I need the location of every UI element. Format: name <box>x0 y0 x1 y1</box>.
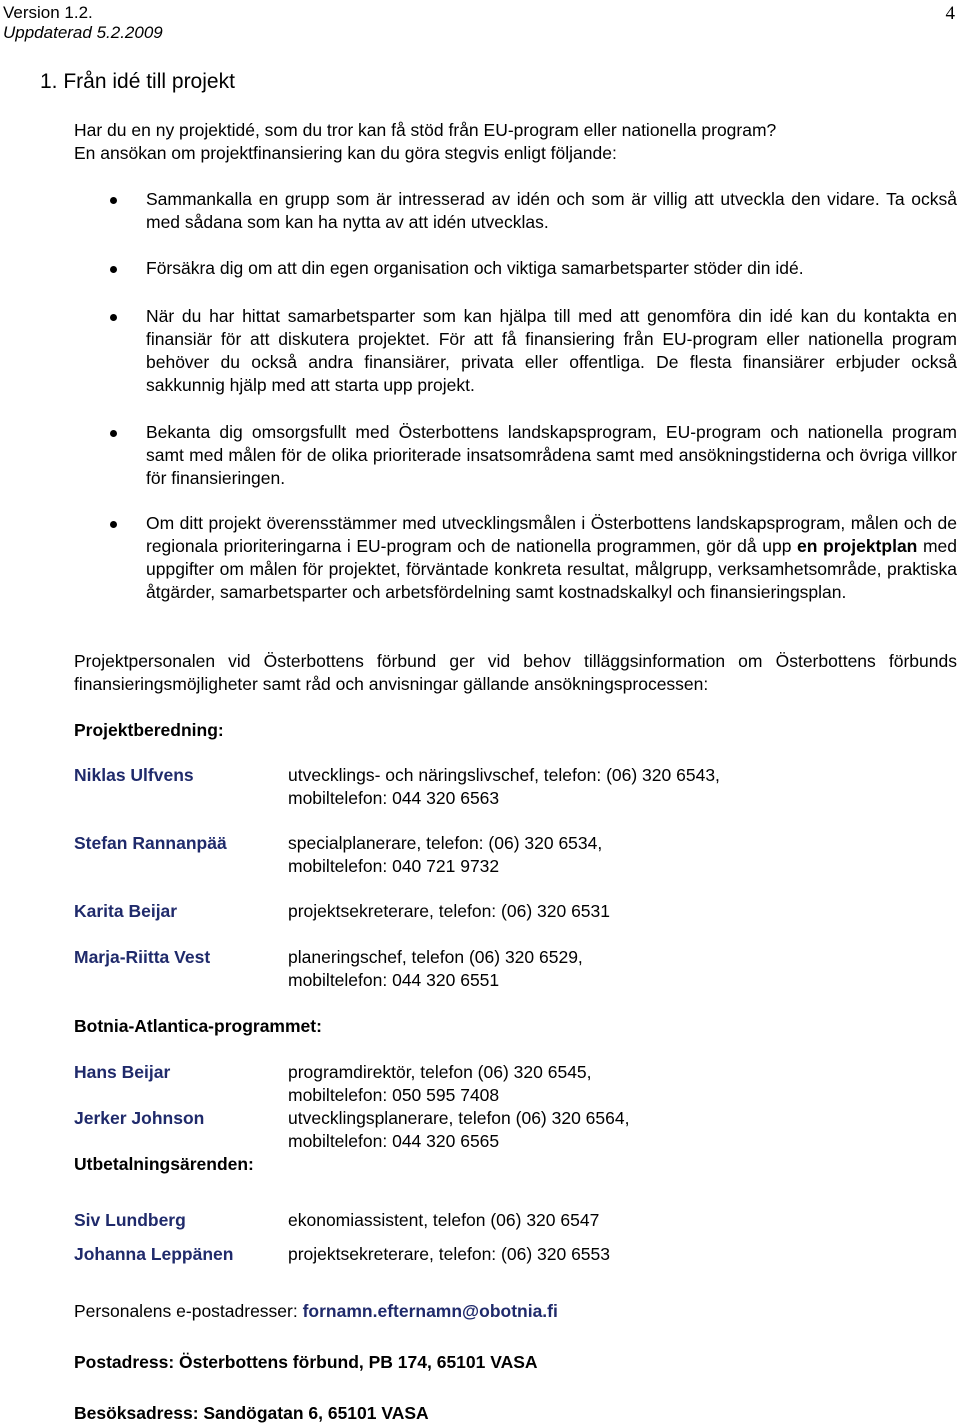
bullet-contact-financier: När du har hittat samarbetsparter som kan hjälpa till med att genomföra din idé kan du kontakta en finansiär för att diskutera projektet. För att få finansiering från EU-program eller nationella program behöver du också andra finansiärer, privata eller offentliga. De flesta finansiärer erbjuder också sakkunnig hjälp med att starta upp projekt. <box>146 306 957 395</box>
contact-role-phone: utvecklingsplanerare, telefon (06) 320 6564, <box>288 1108 630 1128</box>
contact-name: Johanna Leppänen <box>74 1244 234 1264</box>
bullet-project-plan-text-b: med uppgifter om målen för projektet, förväntade konkreta resultat, målgrupp, verksamhetsområde, praktiska åtgärder, samarbetsparter och arbetsfördelning samt kostnadskalkyl och finansieringsplan. <box>146 536 958 602</box>
email-label: Personalens e-postadresser: <box>74 1301 303 1321</box>
contact-role-phone: planeringschef, telefon (06) 320 6529, <box>288 947 583 967</box>
contact-role-phone: ekonomiassistent, telefon (06) 320 6547 <box>288 1210 600 1230</box>
bullet-marker <box>110 197 117 204</box>
bullet-ensure-support: Försäkra dig om att din egen organisation och viktiga samarbetsparter stöder din idé. <box>146 258 804 278</box>
document-version: Version 1.2. <box>3 3 93 22</box>
contact-role-phone: programdirektör, telefon (06) 320 6545, <box>288 1062 592 1082</box>
bullet-marker <box>110 521 117 528</box>
bullet-project-plan-text-a: Om ditt projekt överensstämmer med utvecklingsmålen i Österbottens landskapsprogram, målen och de regionala prioriteringarna i EU-program och de nationella programmen, gör då upp <box>146 513 957 556</box>
contact-name: Hans Beijar <box>74 1062 171 1082</box>
bullet-marker <box>110 266 117 273</box>
bullet-study-programmes: Bekanta dig omsorgsfullt med Österbottens landskapsprogram, EU-program och nationella program samt med målen för de olika prioriterade insatsområdena samt med ansökningstiderna och övriga villkor för finansieringen. <box>146 422 957 488</box>
project-plan-emphasis: en projektplan <box>797 536 918 556</box>
bullet-gather-group: Sammankalla en grupp som är intresserad av idén och som är villig att utveckla den vidare. Ta också med sådana som kan ha nytta av att idén utvecklas. <box>146 189 957 232</box>
postal-address: Postadress: Österbottens förbund, PB 174, 65101 VASA <box>74 1352 538 1372</box>
contact-mobile: mobiltelefon: 040 721 9732 <box>288 856 500 876</box>
section-projektberedning: Projektberedning: <box>74 720 224 740</box>
contact-name: Niklas Ulfvens <box>74 765 194 785</box>
contact-name: Marja-Riitta Vest <box>74 947 211 967</box>
page-number: 4 <box>945 3 955 24</box>
intro-line-1: Har du en ny projektidé, som du tror kan få stöd från EU-program eller nationella program? <box>74 120 777 140</box>
staff-info-paragraph: Projektpersonalen vid Österbottens förbund ger vid behov tilläggsinformation om Österbottens förbunds finansieringsmöjligheter samt råd och anvisningar gällande ansökningsprocessen: <box>74 651 957 694</box>
section-botnia-atlantica: Botnia-Atlantica-programmet: <box>74 1016 322 1036</box>
contact-name: Jerker Johnson <box>74 1108 205 1128</box>
bullet-marker <box>110 314 117 321</box>
email-address: fornamn.efternamn@obotnia.fi <box>302 1301 558 1321</box>
contact-mobile: mobiltelefon: 050 595 7408 <box>288 1085 500 1105</box>
bullet-project-plan <box>146 512 957 604</box>
contact-mobile: mobiltelefon: 044 320 6551 <box>288 970 500 990</box>
visiting-address: Besöksadress: Sandögatan 6, 65101 VASA <box>74 1403 429 1423</box>
section-heading: 1. Från idé till projekt <box>40 70 235 93</box>
contact-role-phone: utvecklings- och näringslivschef, telefon: (06) 320 6543, <box>288 765 720 785</box>
contact-name: Karita Beijar <box>74 901 178 921</box>
email-line <box>74 1300 558 1323</box>
contact-role-phone: specialplanerare, telefon: (06) 320 6534, <box>288 833 603 853</box>
contact-mobile: mobiltelefon: 044 320 6563 <box>288 788 500 808</box>
contact-role-phone: projektsekreterare, telefon: (06) 320 6531 <box>288 901 610 921</box>
intro-line-2: En ansökan om projektfinansiering kan du göra stegvis enligt följande: <box>74 143 617 163</box>
contact-role-phone: projektsekreterare, telefon: (06) 320 6553 <box>288 1244 610 1264</box>
contact-name: Siv Lundberg <box>74 1210 186 1230</box>
contact-mobile: mobiltelefon: 044 320 6565 <box>288 1131 500 1151</box>
section-utbetalning: Utbetalningsärenden: <box>74 1154 254 1174</box>
bullet-marker <box>110 430 117 437</box>
contact-name: Stefan Rannanpää <box>74 833 227 853</box>
document-updated-date: Uppdaterad 5.2.2009 <box>3 23 163 42</box>
